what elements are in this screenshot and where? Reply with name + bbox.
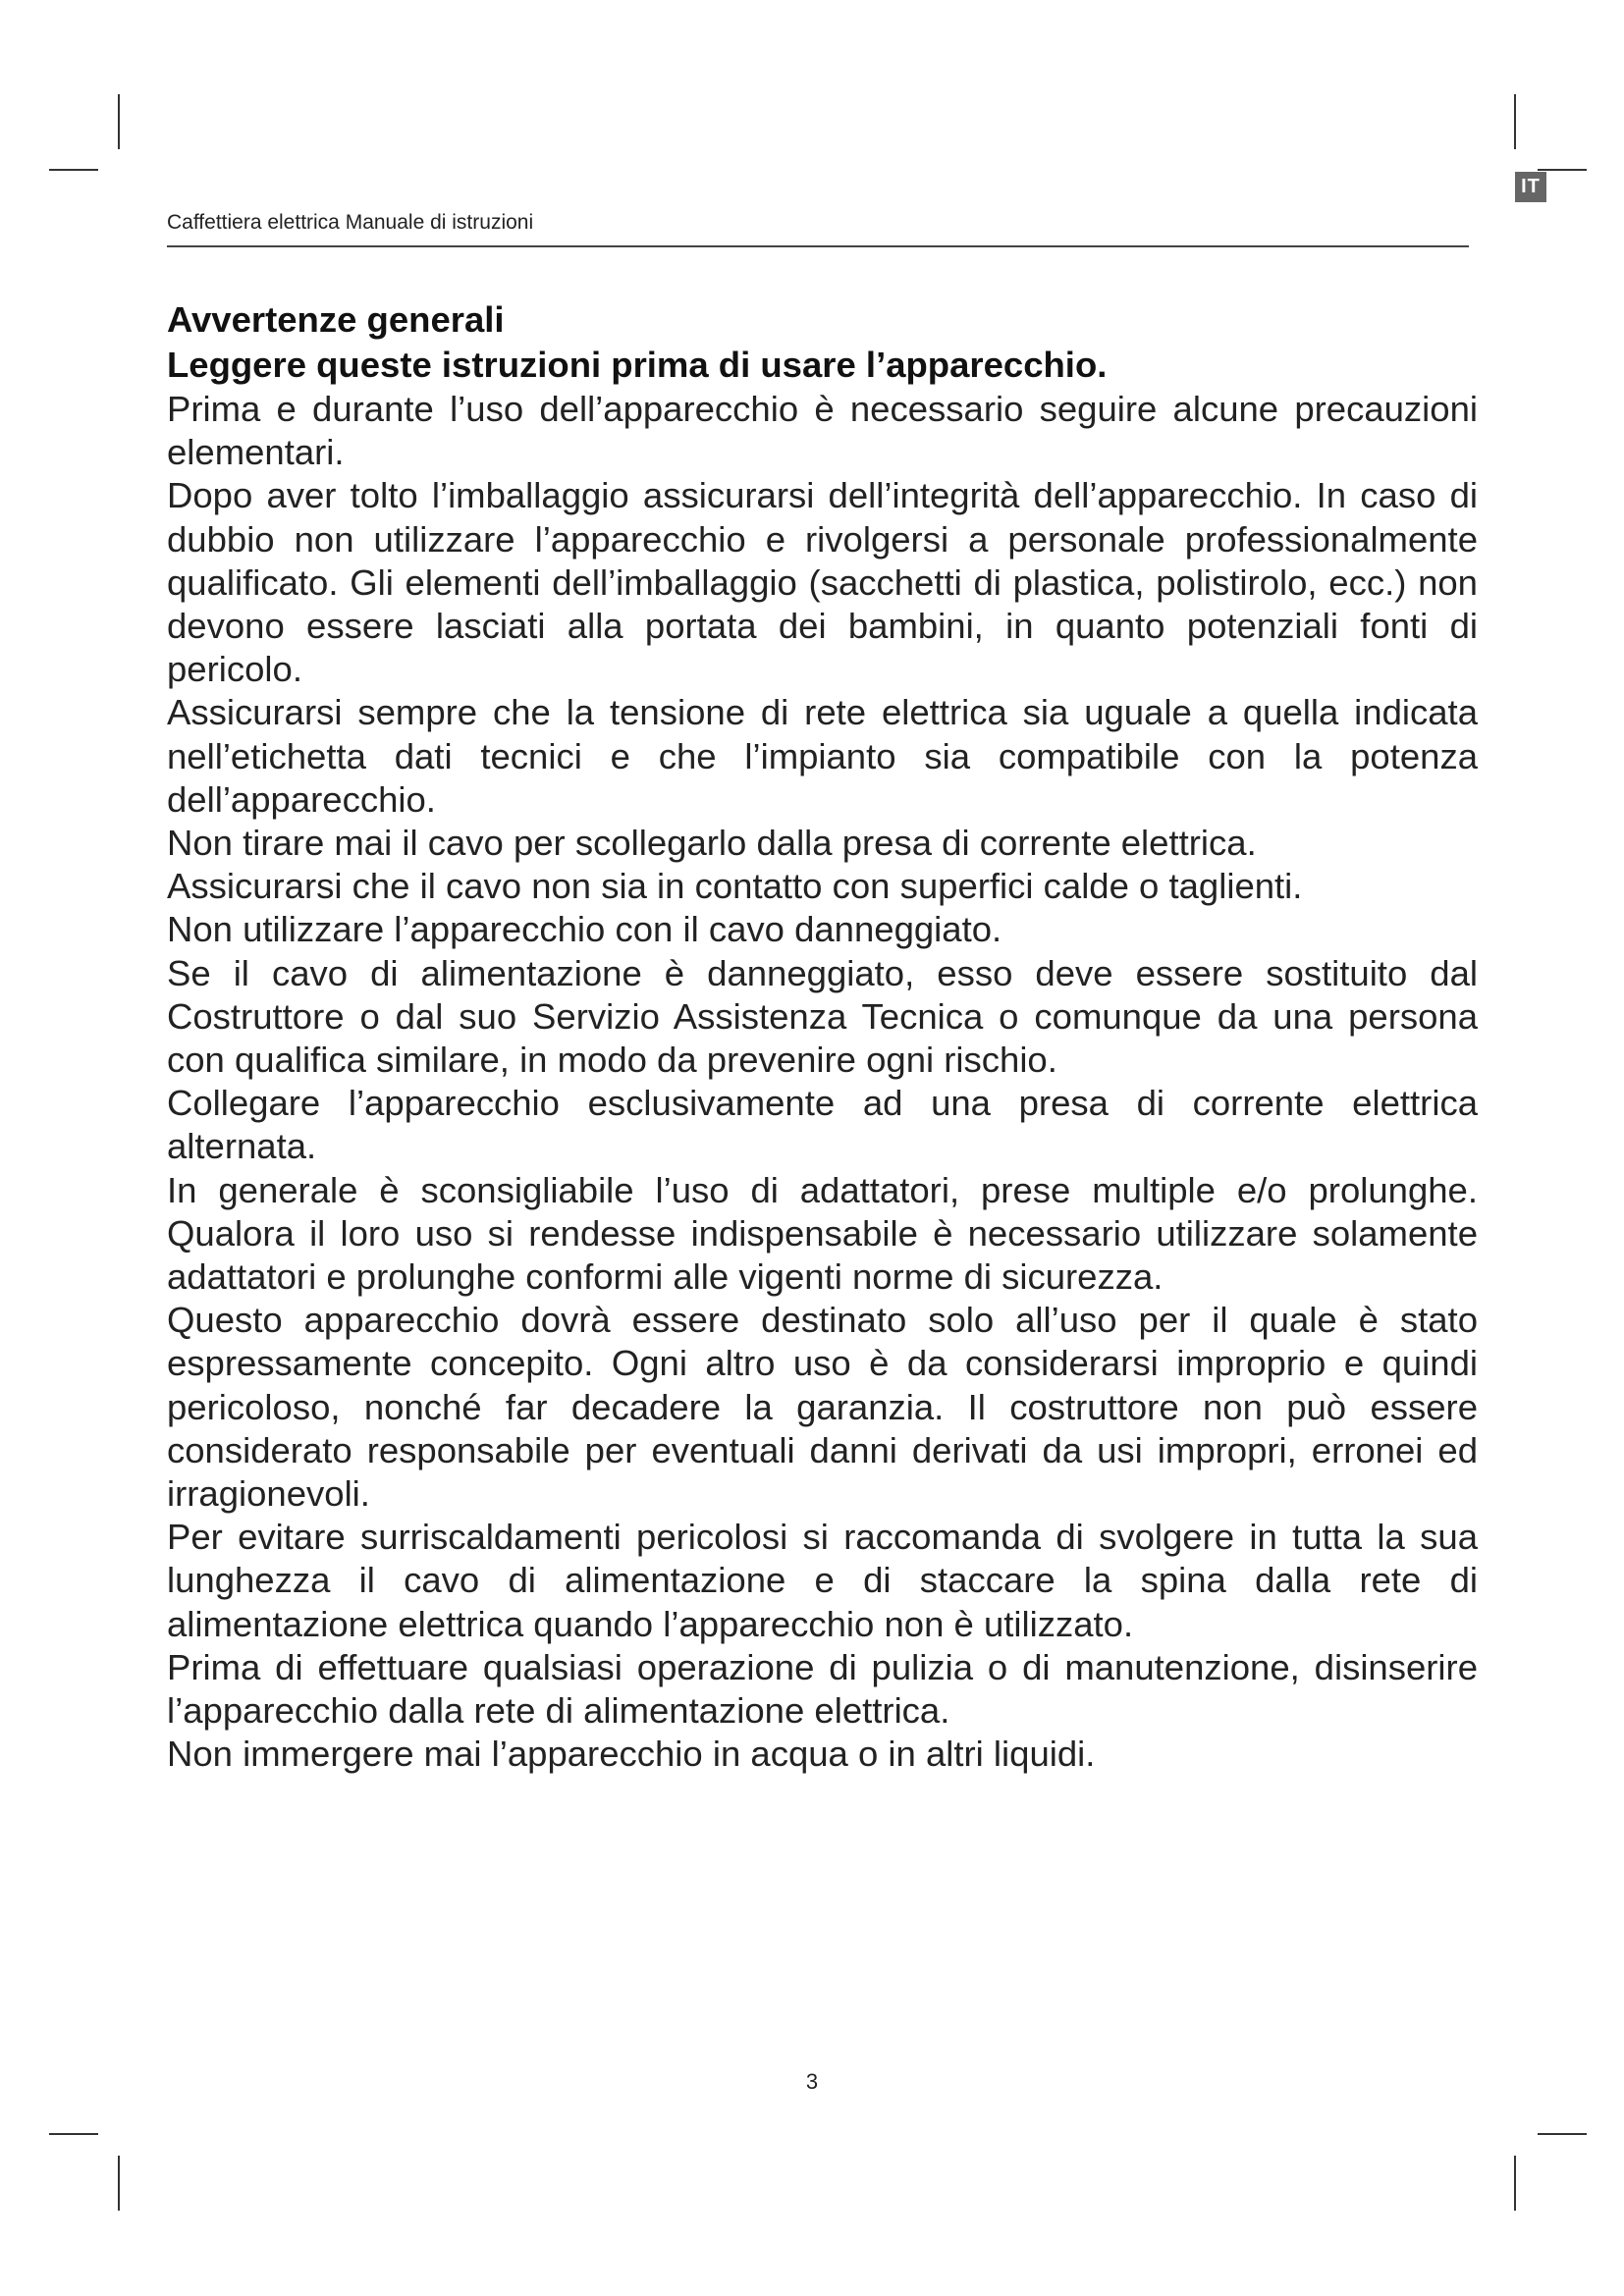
paragraph-immersion: Non immergere mai l’apparecchio in acqua o in altri liquidi. <box>167 1734 1096 1775</box>
paragraph-packaging: Dopo aver tolto l’imballaggio assicurarsi dell’integrità dell’apparecchio. In caso di dubbio non utilizzare l’apparecchio e rivolgersi a personale professionalmente qualificato. Gli elementi dell’imballaggio (sacchetti di plastica, polistirolo, ecc.) non devono essere lasciati alla portata dei bambini, in quanto potenziali fonti di pericolo. <box>167 475 1478 690</box>
paragraph-voltage: Assicurarsi sempre che la tensione di rete elettrica sia uguale a quella indicata nell’etichetta dati tecnici e che l’impianto sia compatibile con la potenza dell’apparecchio. <box>167 692 1478 820</box>
paragraph-cable-replacement: Se il cavo di alimentazione è danneggiato, esso deve essere sostituito dal Costruttore o dal suo Servizio Assistenza Tecnica o comunque da una persona con qualifica similare, in modo da prevenire ogni rischio. <box>167 952 1478 1081</box>
paragraph-intended-use: Questo apparecchio dovrà essere destinato solo all’uso per il quale è stato espressamente concepito. Ogni altro uso è da considerarsi improprio e quindi pericoloso, nonché far decadere la garanzia. Il costruttore non può essere considerato responsabile per eventuali danni derivati da usi impropri, erronei ed irragionevoli. <box>167 1300 1478 1515</box>
paragraph-damaged-cable: Non utilizzare l’apparecchio con il cavo danneggiato. <box>167 909 1002 950</box>
crop-mark-top-left-vertical <box>118 94 120 149</box>
page-number: 3 <box>805 2069 819 2094</box>
paragraph-cleaning: Prima di effettuare qualsiasi operazione di pulizia o di manutenzione, disinserire l’apparecchio dalla rete di alimentazione elettrica. <box>167 1646 1478 1732</box>
paragraph-precautions: Prima e durante l’uso dell’apparecchio è necessario seguire alcune precauzioni elementari. <box>167 389 1478 473</box>
paragraph-cable-pull: Non tirare mai il cavo per scollegarlo dalla presa di corrente elettrica. <box>167 823 1257 864</box>
section-subheading: Leggere queste istruzioni prima di usare l’apparecchio. <box>167 345 1108 385</box>
crop-mark-bottom-left-vertical <box>118 2156 120 2211</box>
paragraph-overheating: Per evitare surriscaldamenti pericolosi si raccomanda di svolgere in tutta la sua lunghezza il cavo di alimentazione e di staccare la spina dalla rete di alimentazione elettrica quando l’apparecchio non è utilizzato. <box>167 1517 1478 1644</box>
header-divider <box>167 245 1469 247</box>
crop-mark-top-right-vertical <box>1514 94 1516 149</box>
paragraph-adapters: In generale è sconsigliabile l’uso di adattatori, prese multiple e/o prolunghe. Qualora il loro uso si rendesse indispensabile è necessario utilizzare solamente adattatori e prolunghe conformi alle vigenti norme di sicurezza. <box>167 1169 1478 1298</box>
section-heading: Avvertenze generali <box>167 299 505 340</box>
crop-mark-bottom-right-horizontal <box>1538 2133 1587 2135</box>
crop-mark-top-right-horizontal <box>1538 169 1587 171</box>
crop-mark-top-left-horizontal <box>49 169 98 171</box>
paragraph-ac-socket: Collegare l’apparecchio esclusivamente ad una presa di corrente elettrica alternata. <box>167 1083 1478 1167</box>
general-warnings-section <box>167 297 1478 1777</box>
paragraph-cable-surfaces: Assicurarsi che il cavo non sia in contatto con superfici calde o taglienti. <box>167 866 1303 907</box>
manual-header-title: Caffettiera elettrica Manuale di istruzioni <box>167 211 534 234</box>
crop-mark-bottom-right-vertical <box>1514 2156 1516 2211</box>
language-badge: IT <box>1515 172 1546 202</box>
crop-mark-bottom-left-horizontal <box>49 2133 98 2135</box>
